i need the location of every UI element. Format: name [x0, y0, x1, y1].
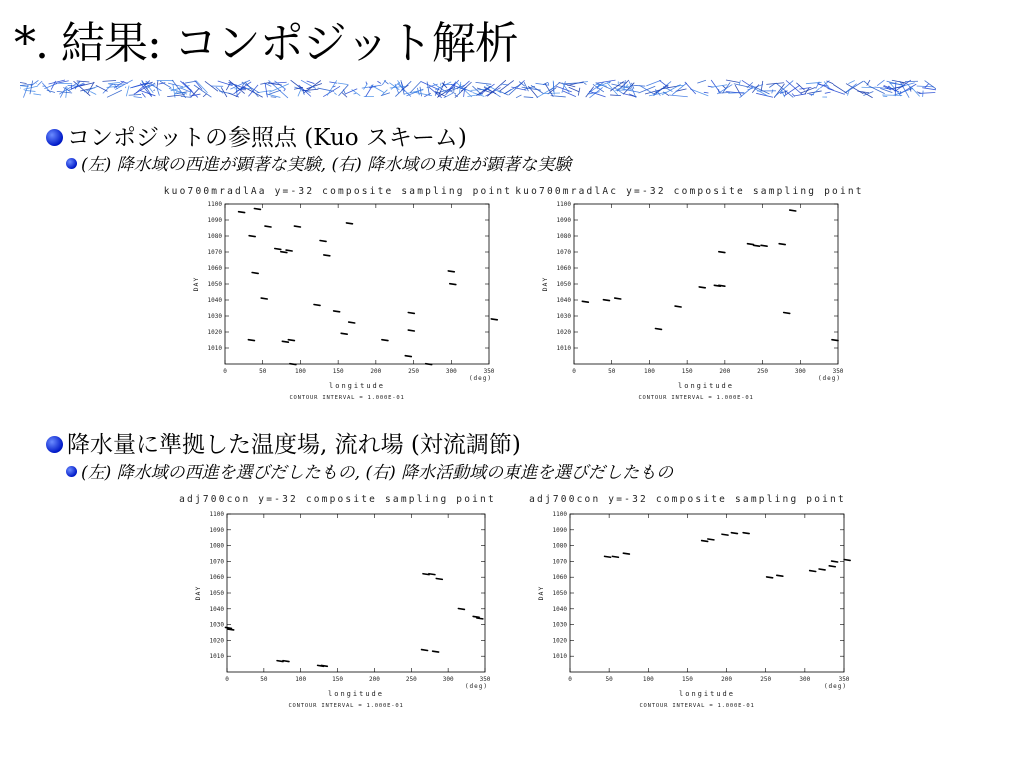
y-tick-label: 1090 — [552, 526, 567, 534]
decoration-stroke — [243, 86, 263, 97]
decoration-stroke — [157, 81, 158, 89]
decoration-stroke — [142, 93, 146, 97]
decoration-stroke — [226, 82, 230, 90]
y-tick-label: 1020 — [209, 637, 224, 645]
sampling-point — [612, 556, 618, 557]
x-tick-label: 300 — [445, 368, 457, 375]
x-tick-label: 0 — [223, 368, 227, 375]
decoration-stroke — [245, 82, 258, 97]
y-tick-label: 1020 — [552, 637, 567, 645]
decoration-stroke — [108, 82, 120, 83]
y-tick-label: 1090 — [556, 217, 571, 224]
sampling-point — [708, 539, 714, 540]
decoration-stroke — [268, 83, 282, 85]
sampling-point — [248, 340, 254, 341]
decoration-stroke — [391, 82, 400, 89]
x-tick-label: 100 — [644, 368, 655, 375]
decoration-stroke — [33, 94, 41, 95]
decoration-stroke — [107, 90, 122, 97]
sampling-point — [320, 241, 326, 242]
y-tick-label: 1030 — [209, 621, 224, 629]
sampling-point — [731, 533, 737, 534]
decoration-stroke — [20, 81, 27, 84]
title-underline-decoration — [20, 78, 936, 100]
sampling-point — [228, 629, 234, 630]
y-tick-label: 1100 — [556, 201, 571, 208]
sampling-point — [349, 322, 355, 323]
sampling-point — [433, 651, 439, 652]
x-axis-label: longitude — [328, 690, 384, 698]
x-axis-label: longitude — [679, 690, 735, 698]
y-tick-label: 1060 — [209, 574, 224, 582]
x-tick-label: 50 — [605, 676, 613, 683]
section-2-heading — [46, 431, 521, 459]
sampling-point — [423, 574, 429, 575]
sampling-point — [458, 609, 464, 610]
decoration-stroke — [185, 81, 196, 83]
y-tick-label: 1010 — [552, 653, 567, 661]
chart-kuo-left — [163, 183, 513, 401]
sampling-point — [324, 255, 330, 256]
plot-frame — [574, 204, 838, 364]
sampling-point — [655, 329, 661, 330]
decoration-stroke — [902, 83, 905, 84]
sampling-point — [832, 340, 838, 341]
y-tick-label: 1070 — [552, 558, 567, 566]
sampling-point — [405, 356, 411, 357]
sampling-point — [582, 301, 588, 302]
sampling-point — [252, 273, 258, 274]
x-axis-label: longitude — [329, 382, 385, 390]
decoration-stroke — [44, 83, 57, 88]
x-tick-label: 50 — [608, 368, 616, 375]
x-axis-label: longitude — [678, 382, 734, 390]
x-tick-label: 150 — [332, 676, 343, 683]
sampling-point — [491, 319, 497, 320]
decoration-stroke — [427, 82, 429, 96]
decoration-stroke — [219, 91, 233, 94]
x-tick-label: 350 — [483, 368, 495, 375]
x-tick-label: 250 — [405, 676, 417, 683]
sampling-point — [426, 364, 432, 365]
y-tick-label: 1040 — [209, 605, 224, 613]
x-tick-label: 250 — [760, 676, 772, 683]
decoration-stroke — [772, 89, 773, 93]
sampling-point — [615, 298, 621, 299]
x-tick-label: 150 — [682, 676, 693, 683]
chart-title: adj700con y=-32 composite sampling point — [529, 494, 846, 505]
x-tick-label: 250 — [757, 368, 768, 375]
x-tick-label: 0 — [225, 676, 229, 683]
decoration-stroke — [77, 81, 90, 82]
decoration-stroke — [610, 95, 621, 96]
y-tick-label: 1050 — [209, 590, 224, 597]
sampling-point — [605, 556, 611, 557]
decoration-stroke — [38, 81, 43, 85]
decoration-stroke — [271, 82, 286, 83]
y-tick-label: 1070 — [556, 249, 571, 256]
decoration-stroke — [739, 80, 740, 85]
decoration-stroke — [911, 87, 920, 97]
decoration-stroke — [476, 82, 492, 84]
y-tick-label: 1040 — [556, 297, 571, 304]
sampling-point — [767, 577, 773, 578]
sampling-point — [784, 313, 790, 314]
sampling-point — [346, 223, 352, 224]
y-axis-label: DAY — [541, 276, 549, 292]
x-tick-label: 100 — [295, 676, 307, 683]
x-tick-label: 50 — [259, 368, 267, 375]
decoration-stroke — [799, 88, 811, 90]
x-unit-label: (deg) — [823, 683, 847, 690]
decoration-stroke — [761, 81, 763, 91]
chart-kuo-right — [515, 183, 864, 401]
sampling-point — [719, 252, 725, 253]
decoration-stroke — [528, 86, 537, 97]
decoration-stroke — [550, 82, 560, 90]
decoration-stroke — [711, 85, 727, 88]
section-2-heading-text: 降水量に準拠した温度場, 流れ場 (対流調節) — [67, 432, 521, 458]
sampling-point — [422, 650, 428, 651]
decoration-stroke — [735, 85, 742, 97]
sampling-point — [810, 571, 816, 572]
decoration-stroke — [766, 83, 784, 85]
sampling-point — [761, 245, 767, 246]
section-1-heading-text: コンポジットの参照点 (Kuo スキーム) — [67, 125, 467, 151]
x-tick-label: 0 — [572, 368, 576, 375]
sampling-point — [314, 305, 320, 306]
bullet-icon — [46, 129, 63, 146]
decoration-stroke — [160, 81, 171, 88]
x-tick-label: 50 — [260, 676, 268, 683]
decoration-stroke — [825, 92, 831, 93]
decoration-stroke — [894, 88, 913, 95]
decoration-stroke — [848, 81, 854, 84]
decoration-stroke — [140, 83, 152, 97]
sampling-point — [294, 226, 300, 227]
decoration-stroke — [646, 80, 661, 86]
decoration-stroke — [544, 93, 560, 94]
sampling-point — [408, 313, 414, 314]
section-1-heading — [46, 124, 467, 152]
slide-title: *. 結果: コンポジット解析 — [14, 18, 518, 69]
sampling-point — [277, 661, 283, 662]
sampling-point — [249, 236, 255, 237]
sampling-point — [321, 665, 327, 666]
decoration-stroke — [444, 93, 453, 98]
sampling-point — [429, 574, 435, 575]
decoration-stroke — [420, 87, 422, 97]
y-tick-label: 1040 — [552, 605, 567, 613]
y-tick-label: 1030 — [556, 313, 571, 320]
sampling-point — [473, 616, 479, 617]
decoration-stroke — [334, 93, 336, 95]
x-tick-label: 350 — [838, 676, 850, 683]
y-tick-label: 1080 — [209, 542, 224, 550]
x-tick-label: 0 — [568, 676, 572, 683]
y-tick-label: 1080 — [556, 233, 571, 240]
sampling-point — [699, 287, 705, 288]
sampling-point — [829, 566, 835, 567]
sampling-point — [623, 553, 629, 554]
decoration-stroke — [440, 83, 441, 86]
sampling-point — [743, 533, 749, 534]
decoration-stroke — [125, 87, 126, 88]
chart-adj-left — [170, 491, 505, 709]
decoration-stroke — [265, 83, 267, 97]
bullet-icon — [66, 158, 77, 169]
decoration-stroke — [919, 93, 936, 94]
decoration-stroke — [811, 88, 820, 96]
sampling-point — [702, 541, 708, 542]
sampling-point — [436, 578, 442, 579]
decoration-stroke — [697, 80, 706, 83]
chart-title: adj700con y=-32 composite sampling point — [179, 494, 496, 505]
plot-frame — [570, 514, 844, 672]
x-tick-label: 300 — [794, 368, 806, 375]
sampling-point — [275, 249, 281, 250]
x-tick-label: 350 — [832, 368, 844, 375]
decoration-stroke — [584, 83, 586, 84]
decoration-stroke — [516, 95, 521, 98]
decoration-stroke — [284, 89, 286, 91]
decoration-stroke — [96, 85, 108, 91]
decoration-stroke — [126, 86, 129, 97]
decoration-stroke — [505, 89, 511, 93]
bullet-icon — [46, 436, 63, 453]
y-tick-label: 1030 — [552, 621, 567, 629]
decoration-stroke — [168, 83, 183, 87]
sampling-point — [448, 271, 454, 272]
contour-interval-note: CONTOUR INTERVAL = 1.000E-01 — [288, 703, 404, 709]
decoration-stroke — [371, 85, 384, 92]
decoration-stroke — [877, 80, 884, 86]
y-tick-label: 1010 — [207, 345, 222, 352]
sampling-point — [719, 285, 725, 286]
decoration-stroke — [536, 83, 550, 85]
decoration-stroke — [90, 91, 96, 94]
y-tick-label: 1050 — [556, 281, 571, 288]
x-tick-label: 250 — [408, 368, 419, 375]
sampling-point — [477, 618, 483, 619]
sampling-point — [754, 245, 760, 246]
decoration-stroke — [751, 85, 769, 94]
x-tick-label: 100 — [295, 368, 306, 375]
y-tick-label: 1020 — [207, 329, 222, 336]
sampling-point — [261, 298, 267, 299]
sampling-point — [790, 210, 796, 211]
y-tick-label: 1060 — [207, 265, 222, 272]
decoration-stroke — [153, 90, 154, 91]
sampling-point — [282, 341, 288, 342]
x-tick-label: 200 — [721, 676, 732, 683]
sampling-point — [286, 250, 292, 251]
decoration-stroke — [129, 94, 141, 95]
sampling-point — [341, 333, 347, 334]
sampling-point — [283, 661, 289, 662]
section-2-subheading-text: (左) 降水域の西進を選びだしたもの, (右) 降水活動域の東進を選びだしたもの — [81, 463, 674, 483]
decoration-stroke — [307, 81, 315, 84]
decoration-stroke — [364, 83, 368, 89]
y-tick-label: 1050 — [207, 281, 222, 288]
decoration-stroke — [47, 90, 55, 92]
decoration-stroke — [794, 94, 806, 96]
section-1-subheading-text: (左) 降水域の西進が顕著な実験, (右) 降水域の東進が顕著な実験 — [81, 155, 572, 175]
contour-interval-note: CONTOUR INTERVAL = 1.000E-01 — [289, 395, 405, 401]
x-tick-label: 150 — [681, 368, 693, 375]
decoration-stroke — [25, 90, 36, 91]
section-2-subheading — [66, 462, 673, 484]
y-tick-label: 1080 — [207, 233, 222, 240]
sampling-point — [832, 561, 838, 562]
decoration-stroke — [685, 82, 696, 94]
y-tick-label: 1060 — [552, 574, 567, 582]
x-tick-label: 100 — [642, 676, 654, 683]
x-unit-label: (deg) — [468, 375, 492, 382]
decoration-stroke — [377, 81, 380, 83]
sampling-point — [225, 627, 231, 628]
sampling-point — [239, 212, 245, 213]
y-tick-label: 1070 — [207, 249, 222, 256]
decoration-stroke — [553, 81, 554, 95]
decoration-stroke — [354, 93, 357, 94]
y-tick-label: 1030 — [207, 313, 222, 320]
decoration-stroke — [563, 91, 576, 97]
y-axis-label: DAY — [192, 276, 200, 292]
decoration-stroke — [833, 84, 847, 93]
bullet-icon — [66, 466, 77, 477]
decoration-stroke — [366, 84, 374, 96]
decoration-stroke — [109, 84, 124, 85]
decoration-stroke — [922, 88, 936, 91]
y-tick-label: 1050 — [552, 590, 567, 597]
y-tick-label: 1090 — [209, 526, 224, 534]
sampling-point — [844, 560, 850, 561]
decoration-stroke — [134, 97, 142, 98]
y-tick-label: 1020 — [556, 329, 571, 336]
y-tick-label: 1060 — [556, 265, 571, 272]
sampling-point — [408, 330, 414, 331]
sampling-point — [265, 226, 271, 227]
decoration-stroke — [596, 80, 615, 83]
y-tick-label: 1100 — [552, 511, 567, 518]
x-tick-label: 200 — [370, 368, 382, 375]
y-tick-label: 1040 — [207, 297, 222, 304]
decoration-stroke — [624, 80, 625, 87]
x-tick-label: 200 — [369, 676, 380, 683]
decoration-stroke — [669, 95, 688, 97]
sampling-point — [288, 340, 294, 341]
sampling-point — [334, 311, 340, 312]
x-unit-label: (deg) — [464, 683, 488, 690]
sampling-point — [254, 209, 260, 210]
decoration-stroke — [704, 92, 709, 93]
y-axis-label: DAY — [194, 585, 202, 601]
decoration-stroke — [366, 82, 367, 85]
y-tick-label: 1100 — [209, 511, 224, 518]
sampling-point — [290, 364, 296, 365]
x-tick-label: 300 — [442, 676, 454, 683]
y-tick-label: 1100 — [207, 201, 222, 208]
y-tick-label: 1080 — [552, 542, 567, 550]
y-tick-label: 1010 — [556, 345, 571, 352]
sampling-point — [722, 534, 728, 535]
sampling-point — [450, 284, 456, 285]
x-tick-label: 150 — [332, 368, 344, 375]
chart-title: kuo700mradlAc y=-32 composite sampling point — [515, 186, 864, 197]
decoration-stroke — [739, 87, 753, 98]
y-axis-label: DAY — [537, 585, 545, 601]
sampling-point — [819, 569, 825, 570]
decoration-stroke — [726, 80, 739, 82]
contour-interval-note: CONTOUR INTERVAL = 1.000E-01 — [639, 703, 755, 709]
x-tick-label: 350 — [479, 676, 491, 683]
sampling-point — [603, 300, 609, 301]
decoration-stroke — [925, 84, 929, 88]
decoration-stroke — [103, 84, 113, 93]
decoration-stroke — [545, 83, 553, 96]
sampling-point — [382, 340, 388, 341]
decoration-stroke — [181, 96, 192, 97]
section-1-subheading — [66, 154, 571, 176]
decoration-stroke — [102, 81, 116, 82]
decoration-stroke — [498, 91, 508, 96]
y-tick-label: 1070 — [209, 558, 224, 566]
decoration-stroke — [615, 90, 632, 91]
sampling-point — [779, 244, 785, 245]
decoration-stroke — [338, 83, 348, 85]
sampling-point — [675, 306, 681, 307]
chart-title: kuo700mradlAa y=-32 composite sampling point — [163, 186, 513, 197]
chart-adj-right — [520, 491, 855, 709]
decoration-stroke — [203, 94, 207, 97]
x-tick-label: 200 — [719, 368, 731, 375]
decoration-stroke — [450, 91, 456, 94]
x-tick-label: 300 — [799, 676, 811, 683]
decoration-stroke — [271, 97, 276, 98]
sampling-point — [777, 575, 783, 576]
sampling-point — [281, 252, 287, 253]
contour-interval-note: CONTOUR INTERVAL = 1.000E-01 — [638, 395, 754, 401]
decoration-stroke — [827, 88, 844, 94]
decoration-stroke — [346, 89, 358, 94]
plot-frame — [227, 514, 485, 672]
decoration-stroke — [595, 84, 606, 86]
decoration-stroke — [786, 80, 802, 94]
y-tick-label: 1010 — [209, 653, 224, 661]
x-unit-label: (deg) — [817, 375, 841, 382]
sampling-point — [748, 244, 754, 245]
y-tick-label: 1090 — [207, 217, 222, 224]
decoration-stroke — [352, 89, 361, 95]
decoration-stroke — [524, 97, 533, 98]
